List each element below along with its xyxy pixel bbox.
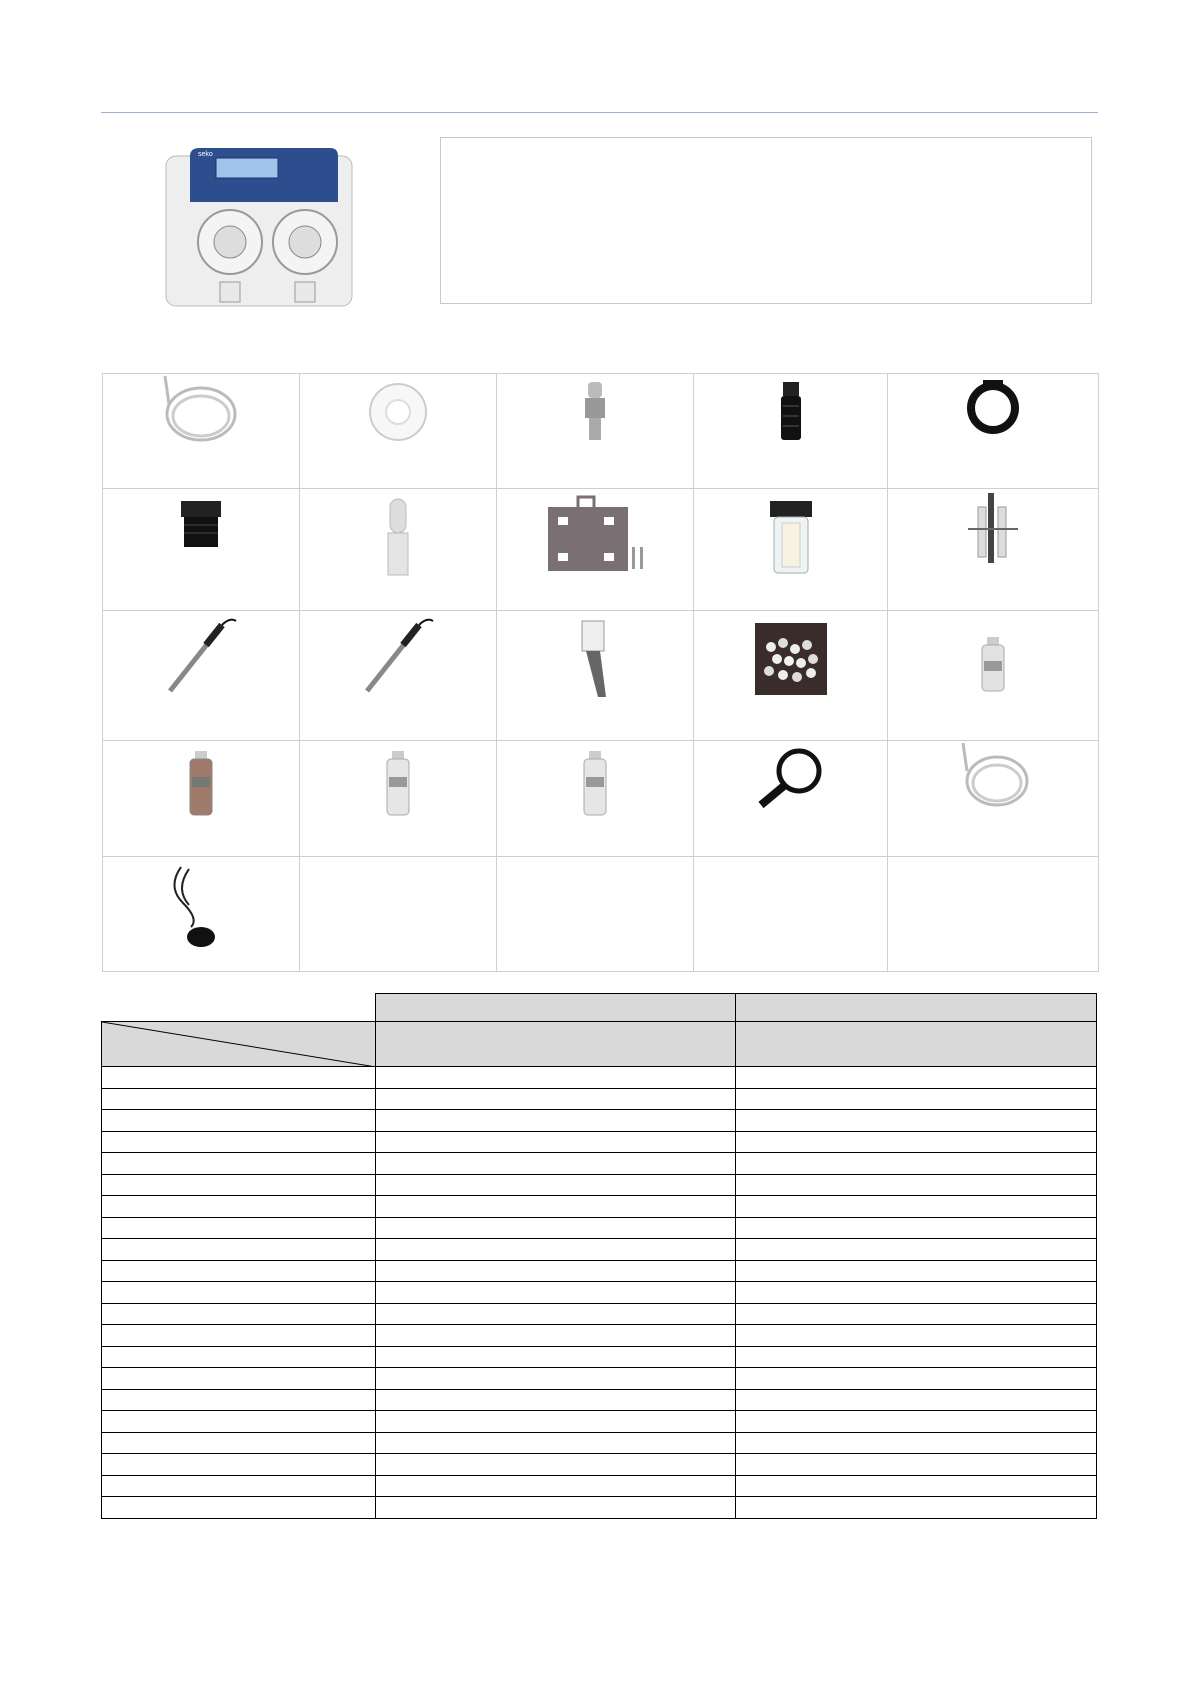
table-cell bbox=[102, 1454, 376, 1476]
table-cell bbox=[736, 1497, 1097, 1519]
table-cell bbox=[102, 1432, 376, 1454]
table-cell bbox=[736, 1389, 1097, 1411]
table-row bbox=[102, 1088, 1097, 1110]
table-cell bbox=[736, 1196, 1097, 1218]
accessory-cell bbox=[888, 374, 1099, 489]
column-subheader bbox=[375, 1022, 736, 1067]
table-row bbox=[102, 1217, 1097, 1239]
table-row bbox=[102, 1153, 1097, 1175]
water-filter-housing-icon bbox=[756, 489, 826, 589]
table-row bbox=[102, 1497, 1097, 1519]
header-rule bbox=[101, 112, 1098, 113]
table-cell bbox=[375, 1411, 736, 1433]
table-cell bbox=[375, 1432, 736, 1454]
buffer-solution-bottle-icon bbox=[575, 741, 615, 826]
table-row bbox=[102, 1368, 1097, 1390]
accessory-cell bbox=[103, 857, 300, 972]
table-cell bbox=[102, 1239, 376, 1261]
table-cell bbox=[102, 1110, 376, 1132]
weight-ceramic-icon bbox=[378, 489, 418, 584]
table-row bbox=[102, 1325, 1097, 1347]
accessory-cell bbox=[103, 741, 300, 857]
accessory-cell bbox=[103, 611, 300, 741]
accessory-cell bbox=[497, 611, 694, 741]
table-row bbox=[102, 1239, 1097, 1261]
table-cell bbox=[736, 1346, 1097, 1368]
ph-probe-icon bbox=[156, 611, 246, 701]
column-header bbox=[375, 994, 736, 1022]
table-cell bbox=[736, 1174, 1097, 1196]
table-cell bbox=[736, 1454, 1097, 1476]
accessory-cell bbox=[694, 611, 888, 741]
table-cell bbox=[736, 1325, 1097, 1347]
table-row bbox=[102, 1411, 1097, 1433]
table-row bbox=[102, 1346, 1097, 1368]
table-cell bbox=[375, 1475, 736, 1497]
table-row bbox=[102, 1260, 1097, 1282]
table-row bbox=[102, 1174, 1097, 1196]
table-cell bbox=[375, 1260, 736, 1282]
table-cell bbox=[375, 1153, 736, 1175]
filter-wrench-icon bbox=[751, 741, 831, 826]
probe-holder-panel-icon bbox=[958, 489, 1028, 569]
accessory-cell bbox=[694, 374, 888, 489]
pipe-clamp-saddle-icon bbox=[958, 374, 1028, 454]
accessory-cell bbox=[497, 489, 694, 611]
table-cell bbox=[375, 1067, 736, 1089]
accessory-cell bbox=[888, 489, 1099, 611]
filter-balls-icon bbox=[753, 611, 829, 701]
table-cell bbox=[102, 1346, 376, 1368]
table-cell bbox=[102, 1389, 376, 1411]
empty-cell bbox=[888, 857, 1099, 972]
table-cell bbox=[736, 1131, 1097, 1153]
table-cell bbox=[375, 1303, 736, 1325]
table-cell bbox=[375, 1368, 736, 1390]
table-cell bbox=[375, 1389, 736, 1411]
table-cell bbox=[736, 1282, 1097, 1304]
accessory-cell bbox=[103, 374, 300, 489]
svg-text:seko: seko bbox=[198, 151, 213, 158]
table-cell bbox=[102, 1411, 376, 1433]
accessory-cell bbox=[888, 741, 1099, 857]
dosing-pump-image bbox=[160, 142, 360, 312]
table-cell bbox=[736, 1432, 1097, 1454]
buffer-solution-bottle-icon bbox=[973, 611, 1013, 701]
buffer-solution-bottle-icon bbox=[181, 741, 221, 826]
table-cell bbox=[102, 1217, 376, 1239]
table-cell bbox=[102, 1368, 376, 1390]
table-cell bbox=[102, 1088, 376, 1110]
table-cell bbox=[375, 1454, 736, 1476]
table-row bbox=[102, 1131, 1097, 1153]
clear-tubing-coil-icon bbox=[161, 374, 241, 454]
table-cell bbox=[102, 1196, 376, 1218]
table-cell bbox=[736, 1260, 1097, 1282]
table-row bbox=[102, 1196, 1097, 1218]
table-corner-blank bbox=[102, 994, 376, 1022]
table-cell bbox=[375, 1174, 736, 1196]
table-cell bbox=[375, 1217, 736, 1239]
accessories-grid bbox=[102, 373, 1099, 972]
table-cell bbox=[375, 1497, 736, 1519]
threaded-adapter-icon bbox=[166, 489, 236, 559]
table-row bbox=[102, 1432, 1097, 1454]
table-cell bbox=[375, 1325, 736, 1347]
table-row bbox=[102, 1110, 1097, 1132]
accessory-cell bbox=[300, 741, 497, 857]
table-cell bbox=[375, 1131, 736, 1153]
table-cell bbox=[736, 1217, 1097, 1239]
table-cell bbox=[102, 1153, 376, 1175]
clear-tubing-coil-icon bbox=[953, 741, 1033, 821]
accessory-cell bbox=[300, 374, 497, 489]
table-cell bbox=[736, 1411, 1097, 1433]
table-row bbox=[102, 1303, 1097, 1325]
accessory-cell bbox=[497, 741, 694, 857]
empty-cell bbox=[497, 857, 694, 972]
table-row bbox=[102, 1282, 1097, 1304]
table-row bbox=[102, 1475, 1097, 1497]
table-cell bbox=[102, 1260, 376, 1282]
description-box bbox=[440, 137, 1092, 304]
diagonal-header-cell bbox=[102, 1022, 376, 1067]
table-cell bbox=[736, 1239, 1097, 1261]
table-cell bbox=[102, 1282, 376, 1304]
table-cell bbox=[736, 1303, 1097, 1325]
accessory-cell bbox=[497, 374, 694, 489]
table-cell bbox=[375, 1239, 736, 1261]
column-header bbox=[736, 994, 1097, 1022]
accessory-cell bbox=[888, 611, 1099, 741]
table-cell bbox=[375, 1088, 736, 1110]
level-probe-cable-icon bbox=[161, 857, 241, 952]
table-cell bbox=[736, 1088, 1097, 1110]
accessory-cell bbox=[694, 741, 888, 857]
accessory-cell bbox=[300, 611, 497, 741]
table-cell bbox=[736, 1067, 1097, 1089]
table-cell bbox=[102, 1475, 376, 1497]
accessory-cell bbox=[300, 489, 497, 611]
table-row bbox=[102, 1389, 1097, 1411]
accessory-cell bbox=[694, 489, 888, 611]
foot-filter-icon bbox=[771, 374, 811, 454]
buffer-solution-bottle-icon bbox=[378, 741, 418, 826]
accessory-cell bbox=[103, 489, 300, 611]
white-tubing-coil-icon bbox=[358, 374, 438, 454]
table-cell bbox=[102, 1131, 376, 1153]
table-cell bbox=[102, 1325, 376, 1347]
rx-probe-icon bbox=[353, 611, 443, 701]
table-cell bbox=[102, 1303, 376, 1325]
table-row bbox=[102, 1454, 1097, 1476]
table-row bbox=[102, 1067, 1097, 1089]
injection-valve-icon bbox=[575, 374, 615, 454]
column-subheader bbox=[736, 1022, 1097, 1067]
empty-cell bbox=[300, 857, 497, 972]
table-cell bbox=[375, 1282, 736, 1304]
table-cell bbox=[102, 1174, 376, 1196]
table-cell bbox=[375, 1346, 736, 1368]
table-cell bbox=[375, 1110, 736, 1132]
wall-bracket-plate-icon bbox=[540, 489, 650, 579]
specification-table bbox=[101, 993, 1097, 1519]
cleaning-brush-icon bbox=[570, 611, 620, 701]
table-cell bbox=[736, 1153, 1097, 1175]
table-cell bbox=[736, 1475, 1097, 1497]
table-cell bbox=[736, 1110, 1097, 1132]
empty-cell bbox=[694, 857, 888, 972]
table-cell bbox=[736, 1368, 1097, 1390]
table-cell bbox=[102, 1067, 376, 1089]
table-cell bbox=[375, 1196, 736, 1218]
table-cell bbox=[102, 1497, 376, 1519]
